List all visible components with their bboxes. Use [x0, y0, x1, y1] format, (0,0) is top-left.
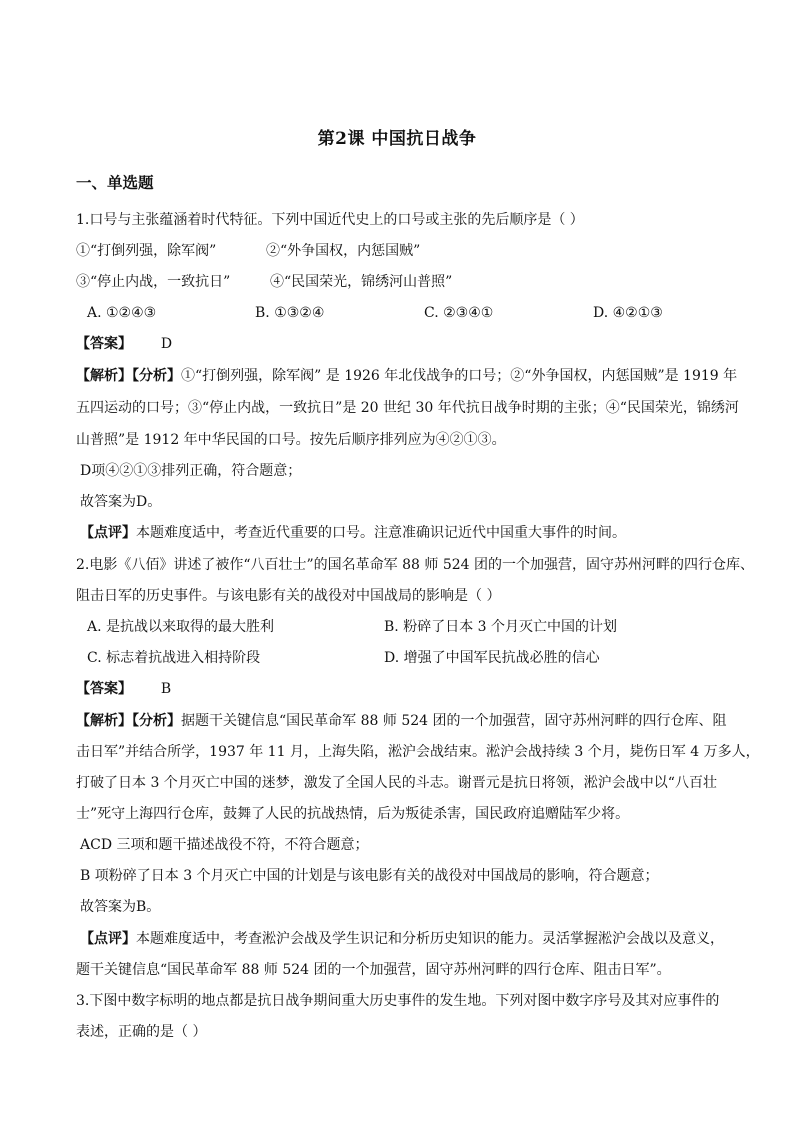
q2-option-d: D. 增强了中国军民抗战必胜的信心: [384, 650, 600, 666]
q2-analysis-line-7: 故答案为B。: [80, 899, 161, 915]
q1-item-3: ③“停止内战，一致抗日”: [76, 274, 231, 290]
q3-stem-line-2: 表述，正确的是（ ）: [76, 1024, 207, 1040]
q1-analysis-text-1: ①“打倒列强，除军阀” 是 1926 年北伐战争的口号；②“外争国权，内惩国贼”是 1919 年: [181, 368, 738, 384]
q1-analysis-line-3: 山普照”是 1912 年中华民国的口号。按先后顺序排列应为④②①③。: [76, 432, 506, 448]
q2-comment-line-1: [80, 929, 724, 949]
q2-option-b: B. 粉碎了日本 3 个月灭亡中国的计划: [384, 619, 617, 635]
q2-answer-row: [76, 679, 171, 699]
analysis-tag: 【解析】【分析】: [76, 713, 181, 729]
q1-option-c: C. ②③④①: [424, 305, 494, 321]
q2-analysis-line-1: [76, 711, 727, 731]
q2-analysis-line-5: ACD 三项和题干描述战役不符，不符合题意；: [80, 837, 369, 853]
q1-item-2: ②“外争国权，内惩国贼”: [266, 243, 421, 259]
q1-comment-text: 本题难度适中，考查近代重要的口号。注意准确识记近代中国重大事件的时间。: [136, 525, 626, 541]
q1-item-1: ①“打倒列强，除军阀”: [76, 243, 217, 259]
q1-analysis-line-4: D项④②①③排列正确，符合题意；: [80, 463, 302, 479]
q1-stem: 1.口号与主张蕴涵着时代特征。下列中国近代史上的口号或主张的先后顺序是（ ）: [76, 212, 584, 228]
section-heading: 一、单选题: [76, 173, 154, 192]
page-title: 第2课 中国抗日战争: [317, 129, 477, 149]
q1-analysis-line-5: 故答案为D。: [80, 494, 162, 510]
q1-comment-line: [80, 523, 626, 543]
q1-analysis-line-2: 五四运动的口号；③“停止内战，一致抗日”是 20 世纪 30 年代抗日战争时期的主张；④“民国荣光，锦绣河: [76, 400, 739, 416]
q2-analysis-line-4: 士”死守上海四行仓库，鼓舞了人民的抗战热情，后为叛徒杀害，国民政府追赠陆军少将。: [76, 806, 630, 822]
q2-comment-text-1: 本题难度适中，考查淞沪会战及学生识记和分析历史知识的能力。灵活掌握淞沪会战以及意义，: [136, 931, 724, 947]
q1-option-d: D. ④②①③: [593, 305, 663, 321]
answer-tag: 【答案】: [76, 336, 132, 352]
q1-option-a: A. ①②④③: [87, 305, 157, 321]
q2-option-a: A. 是抗战以来取得的最大胜利: [87, 619, 275, 635]
q1-option-b: B. ①③②④: [255, 305, 325, 321]
q3-stem-line-1: 3.下图中数字标明的地点都是抗日战争期间重大历史事件的发生地。下列对图中数字序号及其对应事件的: [76, 993, 720, 1009]
analysis-tag: 【解析】【分析】: [76, 368, 181, 384]
comment-tag: 【点评】: [80, 931, 136, 947]
q2-analysis-text-1: 据题干关键信息“国民革命军 88 师 524 团的一个加强营，固守苏州河畔的四行仓库、阻: [181, 713, 727, 729]
comment-tag: 【点评】: [80, 525, 136, 541]
q1-item-4: ④“民国荣光，锦绣河山普照”: [270, 274, 453, 290]
q2-analysis-line-6: B 项粉碎了日本 3 个月灭亡中国的计划是与该电影有关的战役对中国战局的影响，符合题意；: [80, 868, 659, 884]
q2-analysis-line-2: 击日军”并结合所学，1937 年 11 月，上海失陷，淞沪会战结束。淞沪会战持续 3 个月，毙伤日军 4 万多人，: [76, 744, 760, 760]
q2-stem-line-1: 2.电影《八佰》讲述了被作“八百壮士”的国名革命军 88 师 524 团的一个加强营，固守苏州河畔的四行仓库、: [76, 557, 755, 573]
q2-comment-line-2: 题干关键信息“国民革命军 88 师 524 团的一个加强营，固守苏州河畔的四行仓库、阻击日军”。: [76, 962, 671, 978]
q2-answer: B: [160, 681, 172, 697]
q1-answer: D: [160, 336, 173, 352]
q1-analysis-line-1: [76, 366, 737, 386]
q2-analysis-line-3: 打破了日本 3 个月灭亡中国的迷梦，激发了全国人民的斗志。谢晋元是抗日将领，淞沪会战中以“八百壮: [76, 775, 717, 791]
q2-stem-line-2: 阻击日军的历史事件。与该电影有关的战役对中国战局的影响是（ ）: [76, 588, 501, 604]
answer-tag: 【答案】: [76, 681, 132, 697]
q1-answer-row: [76, 334, 172, 354]
q2-option-c: C. 标志着抗战进入相持阶段: [87, 650, 261, 666]
